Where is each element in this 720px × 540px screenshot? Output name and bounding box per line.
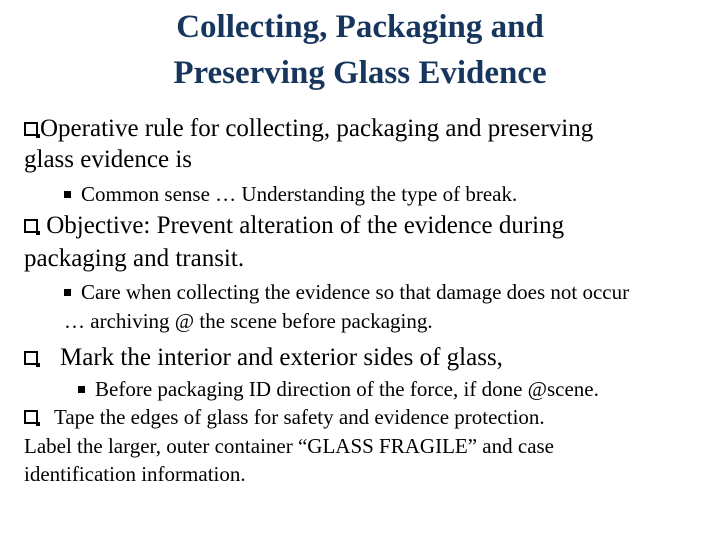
square-bullet-icon <box>78 386 85 393</box>
title-line-1: Collecting, Packaging and <box>176 9 544 45</box>
paragraph-line-2: identification information. <box>24 462 246 486</box>
checkbox-bullet-icon <box>24 122 38 136</box>
square-bullet-icon <box>64 191 71 198</box>
bullet-2-line-1: Objective: Prevent alteration of the evidence during <box>24 212 564 240</box>
checkbox-bullet-icon <box>24 351 38 365</box>
sub-bullet-1: Common sense … Understanding the type of break. <box>64 182 517 207</box>
bullet-1-line-1: Operative rule for collecting, packaging and preserving <box>24 115 593 143</box>
sub-bullet-2-line-1: Care when collecting the evidence so that damage does not occur <box>64 280 629 305</box>
paragraph-line-1: Label the larger, outer container “GLASS FRAGILE” and case <box>24 434 555 458</box>
bullet-4: Tape the edges of glass for safety and evidence protection. <box>24 405 545 430</box>
sub-bullet-3: Before packaging ID direction of the force, if done @scene. <box>78 377 599 402</box>
bullet-1-line-2: glass evidence is <box>24 146 193 173</box>
slide-title <box>0 4 720 96</box>
square-bullet-icon <box>64 289 71 296</box>
bullet-2-line-2: packaging and transit. <box>24 245 245 272</box>
bullet-3: Mark the interior and exterior sides of glass, <box>24 344 503 372</box>
title-line-2: Preserving Glass Evidence <box>173 55 547 91</box>
checkbox-bullet-icon <box>24 219 38 233</box>
sub-bullet-2-line-2: … archiving @ the scene before packaging. <box>64 309 433 333</box>
checkbox-bullet-icon <box>24 410 38 424</box>
